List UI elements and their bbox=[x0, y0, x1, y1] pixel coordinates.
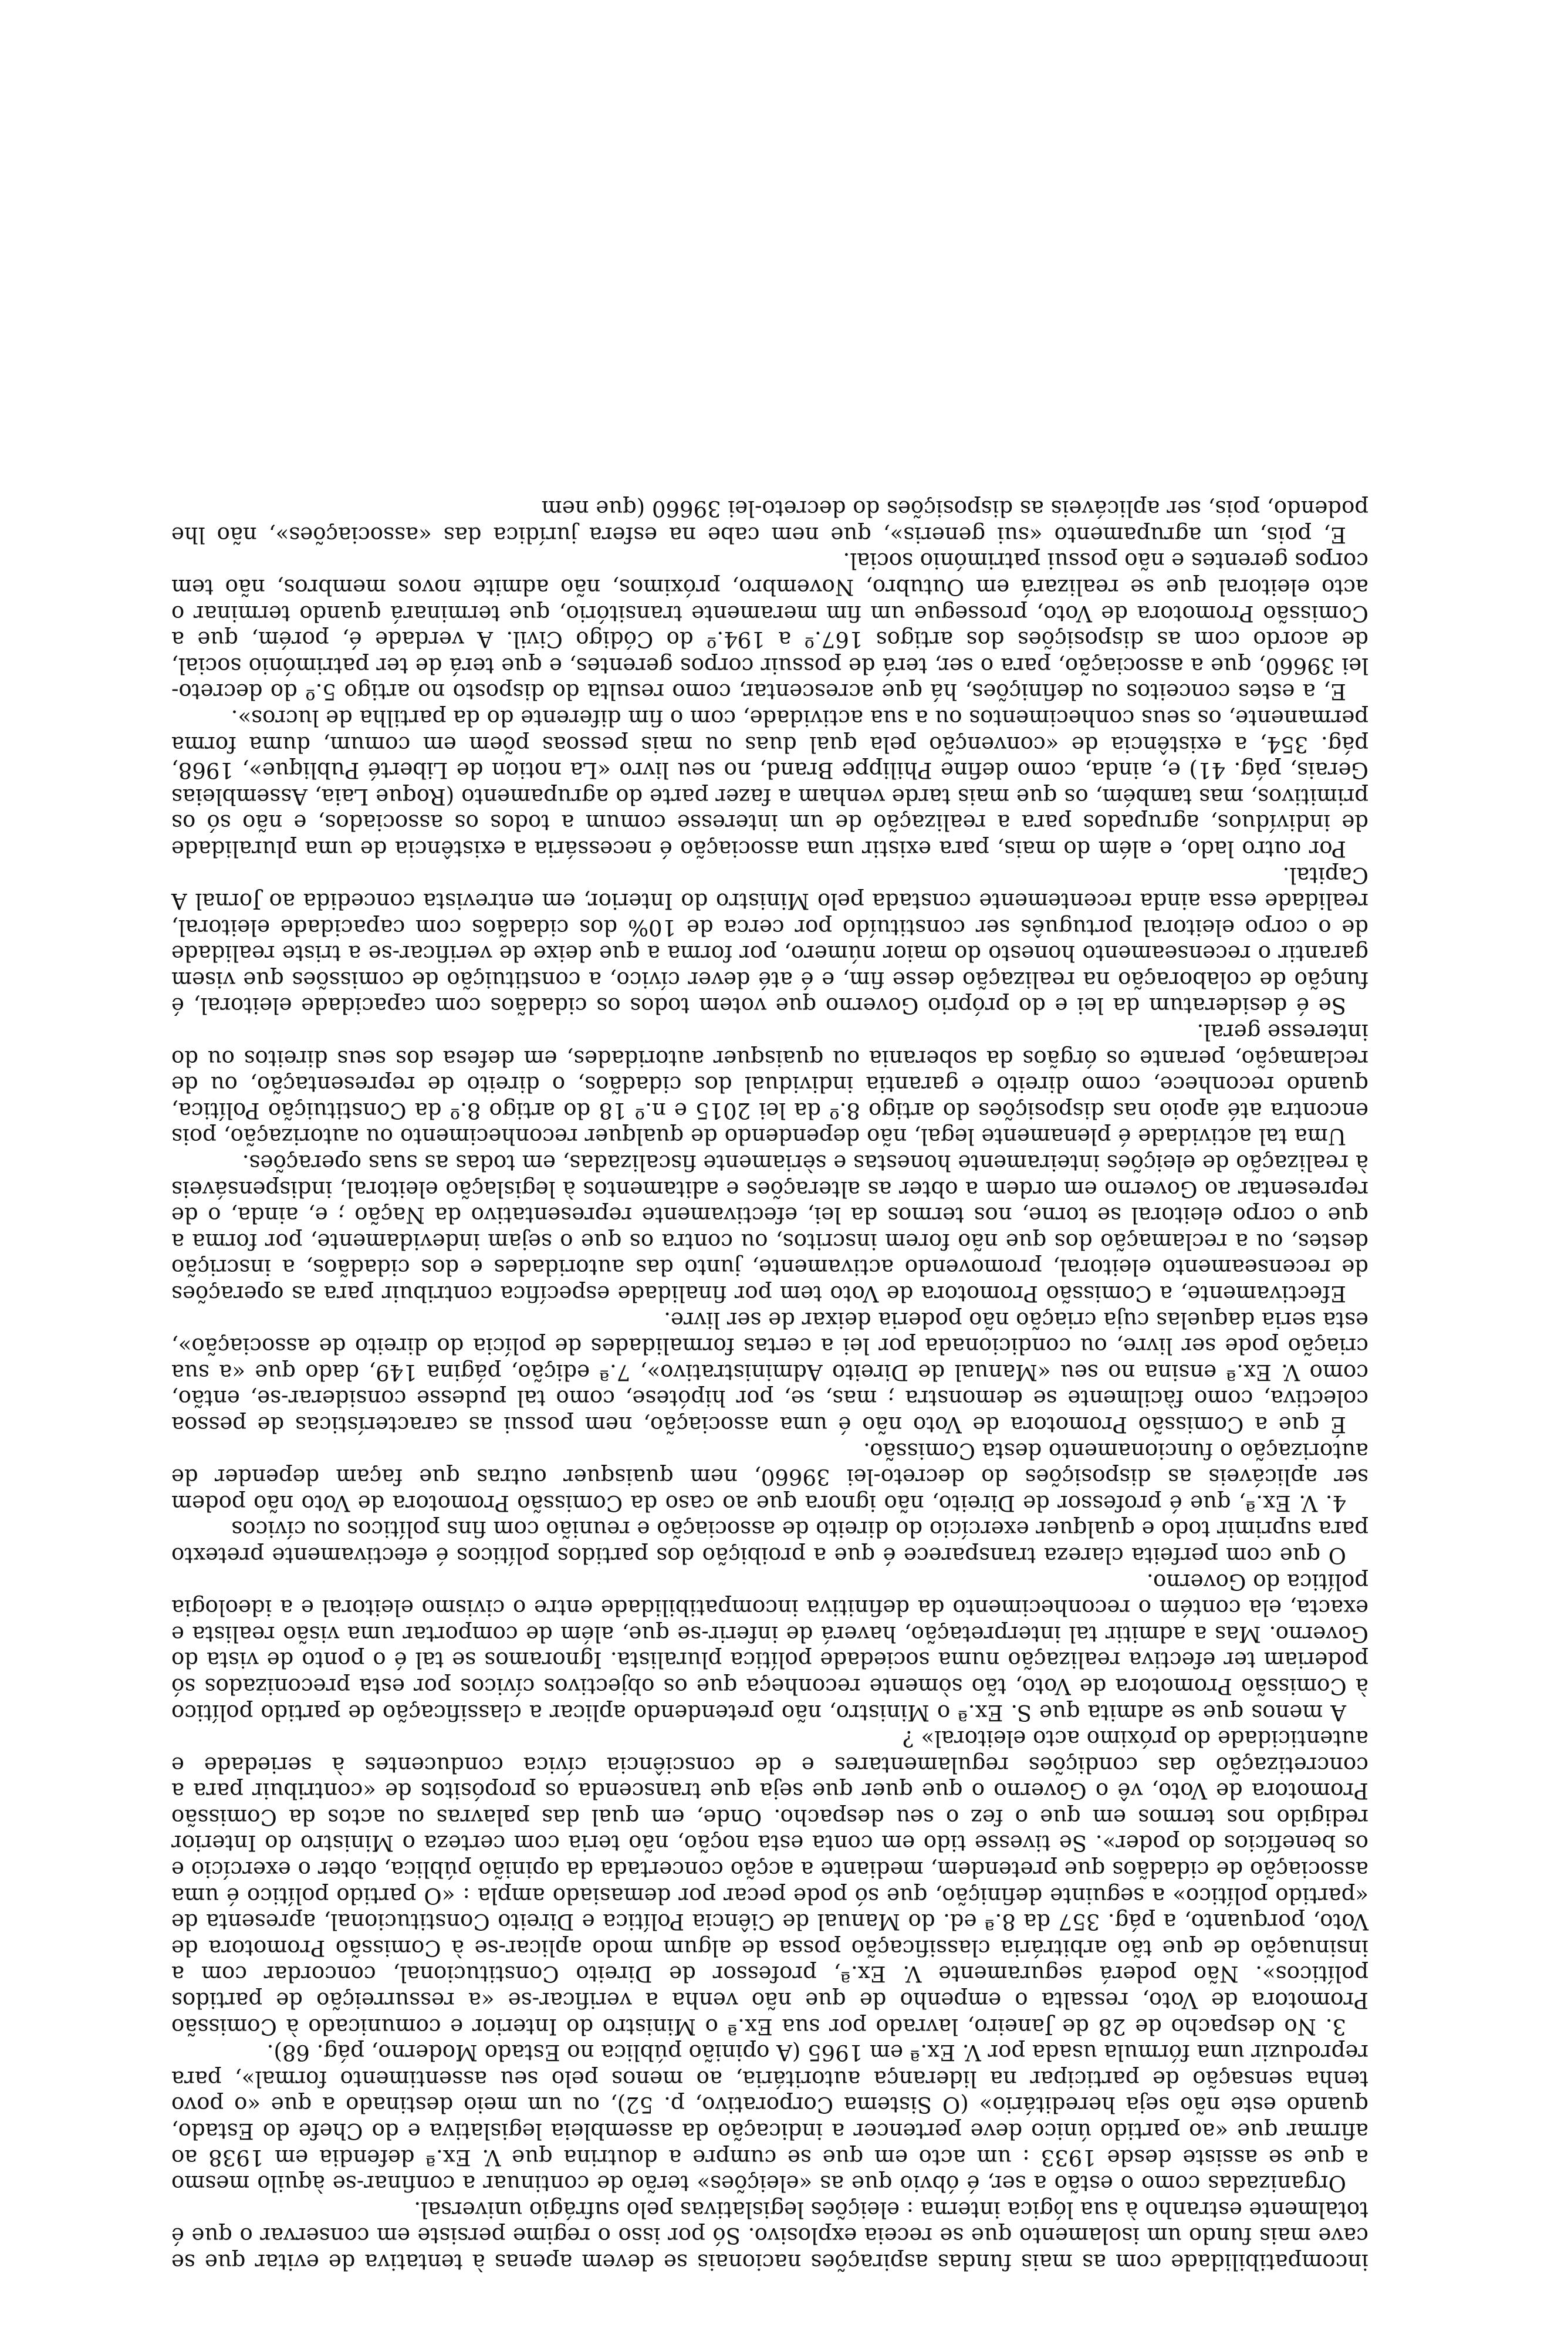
paragraph-4: A menos que se admita que S. Ex.ª o Ministro, não pretendendo aplicar a classificação de partido político à Comissão Promotora de Voto, tão sòmente reconheça que os objectivos cívicos por esta preconizados só poderiam ter efectiva realização numa sociedade política pluralista. Ignoramos se tal é o ponto de vista do Governo. Mas a admitir tal interpretação, haverá de inferir-se que, além de comportar uma visão realista e exacta, ela contém o reconhecimento da definitiva incompatibilidade entre o civismo eleitoral e a ideologia política do Governo. bbox=[171, 1569, 1368, 1725]
paragraph-13: E, pois, um agrupamento «sui generis», que nem cabe na esfera jurídica das «associações», não lhe podendo, pois, ser aplicáveis as disposições do decreto-lei 39660 (que nem bbox=[171, 496, 1368, 548]
paragraph-12: E, a estes conceitos ou definições, há que acrescentar, como resulta do disposto no artigo 5.º do decreto-lei 39660, que a associação, para o ser, terá de possuir corpos gerentes, e que terá de ter património social, de acordo com as disposições dos artigos 167.º a 194.º do Código Civil. A verdade é, porém, que a Comissão Promotora de Voto, prossegue um fim meramente transitório, que terminará quando terminar o acto eleitoral que se realizará em Outubro, Novembro, próximos, não admite novos membros, não tem corpos gerentes e não possui património social. bbox=[171, 548, 1368, 705]
paragraph-10: Se é desideratum da lei e do próprio Governo que votem todos os cidadãos com capacidade eleitoral, é função de colaboração na realização desse fim, e é até dever cívico, a constituição de comissões que visem garantir o recenseamento honesto do maior número, por forma a que deixe de verificar-se a triste realidade de o corpo eleitoral português ser constituído por cerca de 10% dos cidadãos com capacidade eleitoral, realidade essa ainda recentemente constada pelo Ministro do Interior, em entrevista concedida ao Jornal A Capital. bbox=[171, 862, 1368, 1019]
paragraph-6: 4. V. Ex.ª, que é professor de Direito, não ignora que ao caso da Comissão Promotora de Voto não podem ser aplicáveis as disposições do decreto-lei 39660, nem quaisquer outras que façam depender de autorização o funcionamento desta Comissão. bbox=[171, 1438, 1368, 1516]
paragraph-5: O que com perfeita clareza transparece é que a proibição dos partidos políticos é efectivamente pretexto para suprimir todo e qualquer exercício do direito de associação e reunião com fins políticos ou cívicos bbox=[171, 1516, 1368, 1568]
paragraph-3: 3. No despacho de 28 de Janeiro, lavrado por sua Ex.ª o Ministro do Interior e comunicado à Comissão Promotora de Voto, ressalta o empenho de que não venha a verificar-se «a ressurreição de partidos políticos». Não poderá seguramente V. Ex.ª, professor de Direito Constitucional, concordar com a insinuação de que tão arbitrária classificação possa de algum modo aplicar-se à Comissão Promotora de Voto, porquanto, a pág. 357 da 8.ª ed. do Manual de Ciência Política e Direito Constitucional, apresenta de «partido político» a seguinte definição, que só pode pecar por demasiado ampla : «O partido político é uma associação de cidadãos que pretendem, mediante a acção concertada da opinião pública, obter o exercício e os benefícios do poder». Se tivesse tido em conta esta noção, não teria com certeza o Ministro do Interior redigido nos termos em que o fez o seu despacho. Onde, em qual das palavras ou actos da Comissão Promotora de Voto, vê o Governo o que quer que seja que transcenda os propósitos de «contribuir para a concretização das condições regulamentares e de consciência cívica conducentes à seriedade e autenticidade do próximo acto eleitoral» ? bbox=[171, 1726, 1368, 2039]
paragraph-1: incompatibilidade com as mais fundas aspirações nacionais se devem apenas à tentativa de evitar que se cave mais fundo um isolamento que se receia explosivo. Só por isso o regime persiste em conservar o que é totalmente estranho à sua lógica interna : eleições legislativas pelo sufrágio universal. bbox=[171, 2197, 1368, 2275]
paragraph-7: É que a Comissão Promotora de Voto não é uma associação, nem possui as características de pessoa colectiva, como fàcilmente se demonstra ; mas, se, por hipótese, como tal pudesse considerar-se, então, como V. Ex.ª ensina no seu «Manual de Direito Administrativo», 7.ª edição, página 149, dado que «a sua criação pode ser livre, ou condicionada por lei a certas formalidades de polícia do direito de associação», esta seria daquelas cuja criação não poderia deixar de ser livre. bbox=[171, 1307, 1368, 1437]
paragraph-2: Organizadas como o estão a ser, é óbvio que as «eleições» terão de continuar a confinar-se àquilo mesmo a que se assiste desde 1933 : um acto em que se cumpre a doutrina que V. Ex.ª defendia em 1938 ao afirmar que «ao partido único deve pertencer a indicação da assembleia legislativa e do Chefe do Estado, quando este não seja hereditário» (O Sistema Corporativo, p. 52), ou um meio destinado a que «o povo tenha sensação de participar na liderança autoritária, ao menos pelo seu assentimento formal», para reproduzir uma fórmula usada por V. Ex.ª em 1965 (A opinião pública no Estado Moderno, pág. 68). bbox=[171, 2040, 1368, 2197]
paragraph-9: Uma tal actividade é plenamente legal, não dependendo de qualquer reconhecimento ou autorização, pois encontra até apoio nas disposições do artigo 8.º da lei 2015 e n.º 18 do artigo 8.º da Constituição Política, quando reconhece, como direito e garantia individual dos cidadãos, o direito de representação, ou de reclamação, perante os órgãos da soberania ou quaisquer autoridades, em defesa dos seus direitos ou do interesse geral. bbox=[171, 1019, 1368, 1150]
body-text bbox=[171, 495, 1368, 2275]
paragraph-11: Por outro lado, e além do mais, para existir uma associação é necessária a existência de uma pluralidade de indivíduos, agrupados para a realização de um interesse comum a todos os associados, e não só os primitivos, mas também, os que mais tarde venham a fazer parte do agrupamento (Roque Laia, Assembleias Gerais, pág. 41) e, ainda, como define Philippe Brand, no seu livro «La notion de Liberté Publique», 1968, pág. 354, a existência de «convenção pela qual duas ou mais pessoas põem em comum, duma forma permanente, os seus conhecimentos ou a sua actividade, com o fim diferente do da partilha de lucros». bbox=[171, 705, 1368, 861]
paragraph-8: Efectivamente, a Comissão Promotora de Voto tem por finalidade específica contribuir para as operações de recenseamento eleitoral, promovendo activamente, junto das autoridades e dos cidadãos, a inscrição destes, ou a reclamação dos que não forem inscritos, ou contra os que o sejam indevidamente, por forma a que o corpo eleitoral se torne, nos termos da lei, efectivamente representativo da Nação ; e, ainda, o de representar ao Governo em ordem a obter as alterações e aditamentos à legislação eleitoral, indispensáveis à realização de eleições inteiramente honestas e sèriamente fiscalizadas, em todas as suas operações. bbox=[171, 1150, 1368, 1307]
